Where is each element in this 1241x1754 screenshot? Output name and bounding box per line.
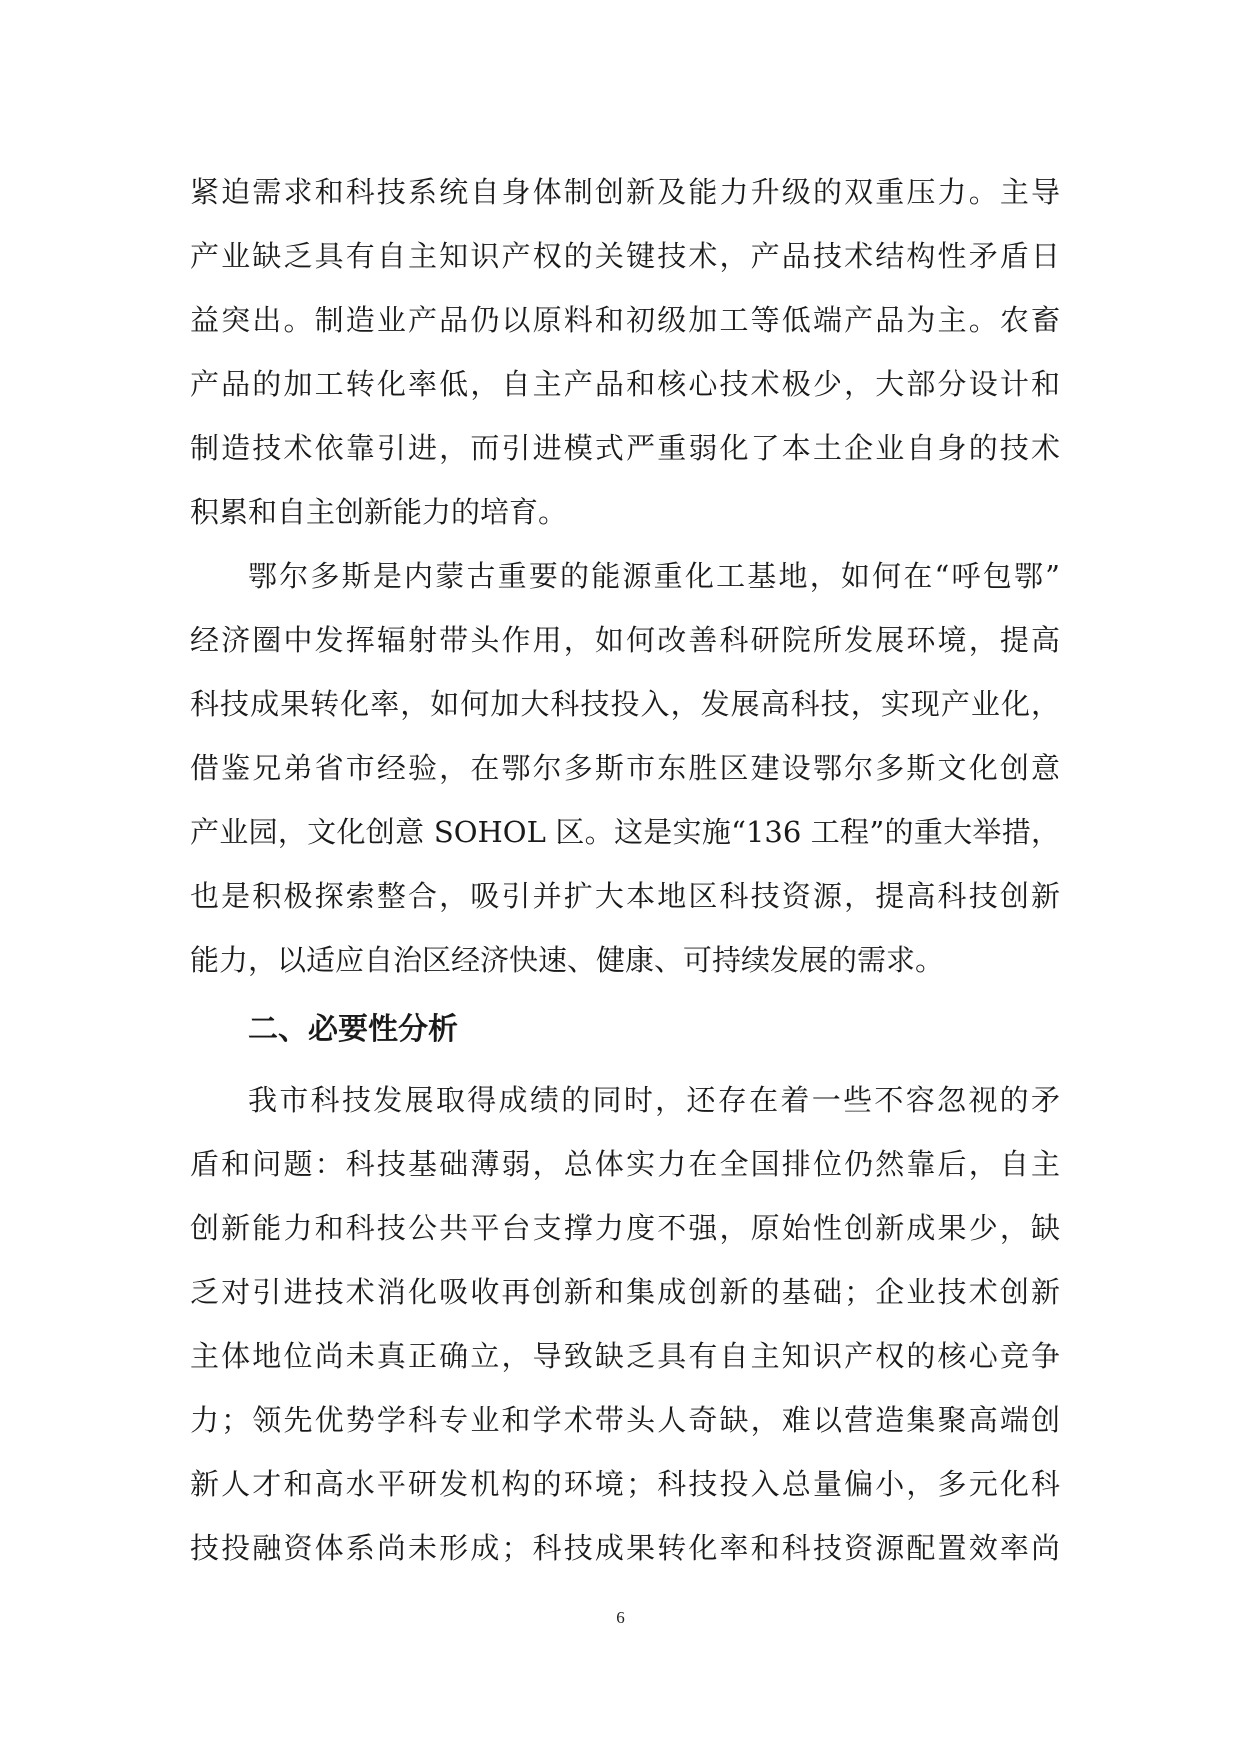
text-line: 能力，以适应自治区经济快速、健康、可持续发展的需求。 [190, 943, 945, 977]
text-line: 紧迫需求和科技系统自身体制创新及能力升级的双重压力。主导 [190, 175, 1060, 209]
text-line: 力；领先优势学科专业和学术带头人奇缺，难以营造集聚高端创 [190, 1403, 1060, 1437]
text-line: 制造技术依靠引进，而引进模式严重弱化了本土企业自身的技术 [190, 431, 1060, 465]
text-line: 产品的加工转化率低，自主产品和核心技术极少，大部分设计和 [190, 367, 1060, 401]
page-number: 6 [616, 1608, 625, 1627]
text-line: 产业园，文化创意 SOHOL 区。这是实施“136 工程”的重大举措， [190, 815, 1060, 849]
text-line: 益突出。制造业产品仍以原料和初级加工等低端产品为主。农畜 [190, 303, 1060, 337]
text-line: 科技成果转化率，如何加大科技投入，发展高科技，实现产业化， [190, 687, 1060, 721]
paragraph-3 [190, 1068, 1060, 1580]
text-line: 我市科技发展取得成绩的同时，还存在着一些不容忽视的矛 [248, 1083, 1060, 1117]
text-line: 技投融资体系尚未形成；科技成果转化率和科技资源配置效率尚 [190, 1531, 1060, 1565]
text-line: 经济圈中发挥辐射带头作用，如何改善科研院所发展环境，提高 [190, 623, 1060, 657]
text-line: 主体地位尚未真正确立，导致缺乏具有自主知识产权的核心竞争 [190, 1339, 1060, 1373]
text-line: 产业缺乏具有自主知识产权的关键技术，产品技术结构性矛盾日 [190, 239, 1060, 273]
text-line: 也是积极探索整合，吸引并扩大本地区科技资源，提高科技创新 [190, 879, 1060, 913]
page-body [190, 160, 1060, 1580]
text-line: 积累和自主创新能力的培育。 [190, 495, 568, 529]
text-line: 乏对引进技术消化吸收再创新和集成创新的基础；企业技术创新 [190, 1275, 1060, 1309]
paragraph-1 [190, 160, 1060, 544]
text-line: 鄂尔多斯是内蒙古重要的能源重化工基地，如何在“呼包鄂” [248, 559, 1060, 593]
text-line: 创新能力和科技公共平台支撑力度不强，原始性创新成果少，缺 [190, 1211, 1060, 1245]
text-line: 盾和问题：科技基础薄弱，总体实力在全国排位仍然靠后，自主 [190, 1147, 1060, 1181]
paragraph-2 [190, 544, 1060, 992]
section-heading: 二、必要性分析 [248, 1012, 458, 1047]
text-line: 借鉴兄弟省市经验，在鄂尔多斯市东胜区建设鄂尔多斯文化创意 [190, 751, 1060, 785]
text-line: 新人才和高水平研发机构的环境；科技投入总量偏小，多元化科 [190, 1467, 1060, 1501]
